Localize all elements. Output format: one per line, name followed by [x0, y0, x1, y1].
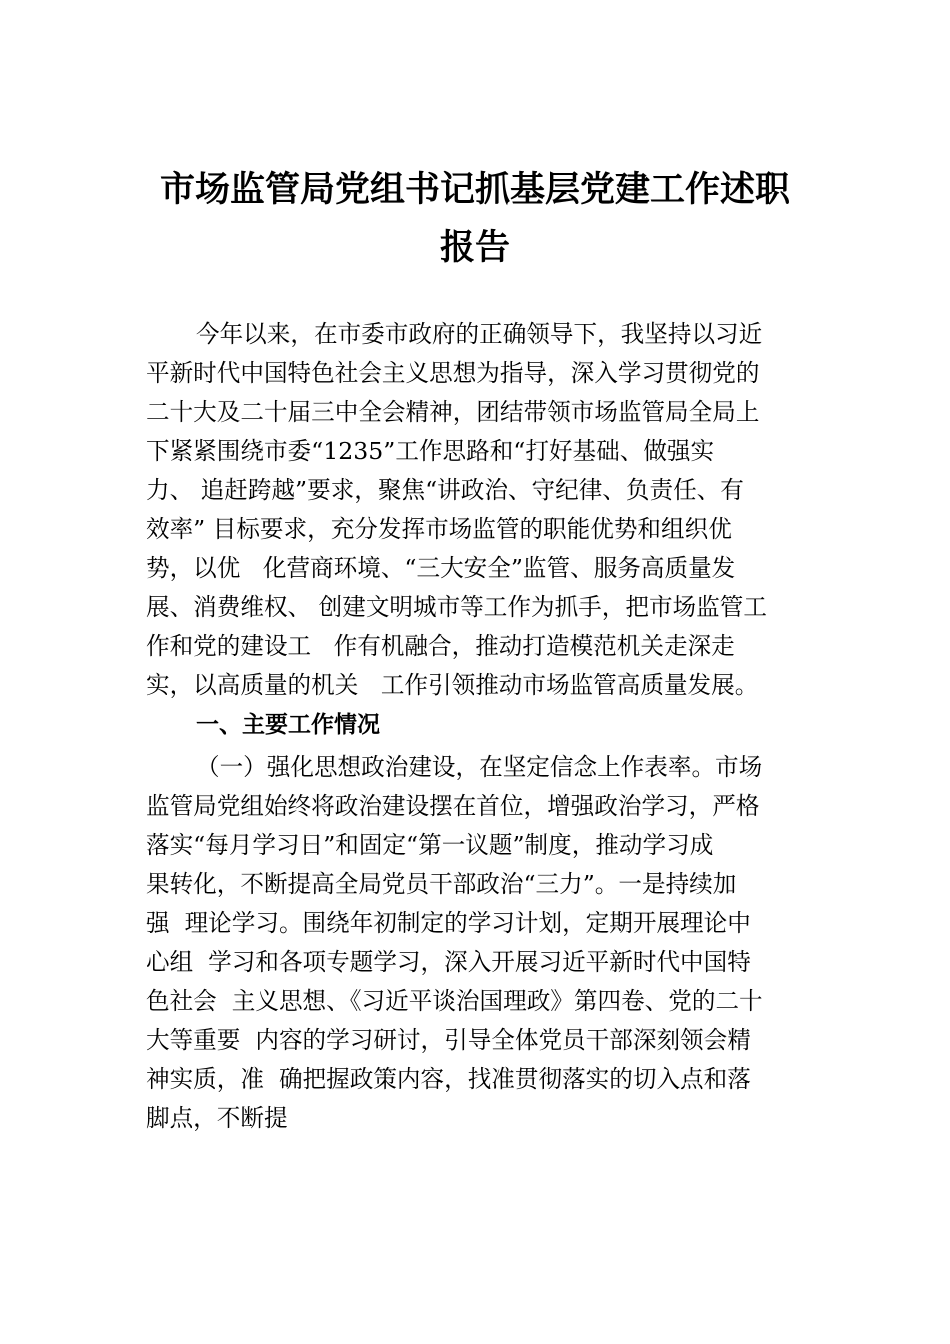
- paragraph-line: 强 理论学习。围绕年初制定的学习计划，定期开展理论中: [146, 909, 751, 937]
- paragraph-line: 效率” 目标要求，充分发挥市场监管的职能优势和组织优: [146, 515, 732, 543]
- paragraph-line: 作和党的建设工 作有机融合，推动打造模范机关走深走: [146, 632, 735, 660]
- paragraph-line: 力、 追赶跨越”要求，聚焦“讲政治、守纪律、负责任、有: [146, 476, 744, 504]
- paragraph-line: 展、消费维权、 创建文明城市等工作为抓手，把市场监管工: [146, 593, 767, 621]
- paragraph-line: （一）强化思想政治建设，在坚定信念上作表率。市场: [196, 753, 763, 781]
- section-heading: 一、主要工作情况: [196, 712, 380, 738]
- paragraph-line: 果转化，不断提高全局党员干部政治“三力”。一是持续加: [146, 870, 737, 898]
- paragraph-line: 二十大及二十届三中全会精神，团结带领市场监管局全局上: [146, 398, 760, 426]
- document-title-line-1: 市场监管局党组书记抓基层党建工作述职: [159, 169, 790, 210]
- paragraph-line: 神实质，准 确把握政策内容，找准贯彻落实的切入点和落: [146, 1065, 751, 1093]
- paragraph-line: 心组 学习和各项专题学习，深入开展习近平新时代中国特: [146, 948, 751, 976]
- paragraph-line: 势，以优 化营商环境、“三大安全”监管、服务高质量发: [146, 554, 736, 582]
- document-title-line-2: 报告: [439, 227, 510, 268]
- paragraph-line: 平新时代中国特色社会主义思想为指导，深入学习贯彻党的: [146, 359, 760, 387]
- paragraph-line: 大等重要 内容的学习研讨，引导全体党员干部深刻领会精: [146, 1026, 751, 1054]
- paragraph-line: 监管局党组始终将政治建设摆在首位，增强政治学习，严格: [146, 792, 760, 820]
- paragraph-line: 实，以高质量的机关 工作引领推动市场监管高质量发展。: [146, 671, 759, 699]
- paragraph-line: 今年以来，在市委市政府的正确领导下，我坚持以习近: [196, 320, 763, 348]
- paragraph-line: 色社会 主义思想、《习近平谈治国理政》第四卷、党的二十: [146, 987, 763, 1015]
- paragraph-line: 下紧紧围绕市委“1235”工作思路和“打好基础、做强实: [146, 437, 715, 465]
- paragraph-line: 脚点，不断提: [146, 1104, 288, 1132]
- paragraph-line: 落实“每月学习日”和固定“第一议题”制度，推动学习成: [146, 831, 714, 859]
